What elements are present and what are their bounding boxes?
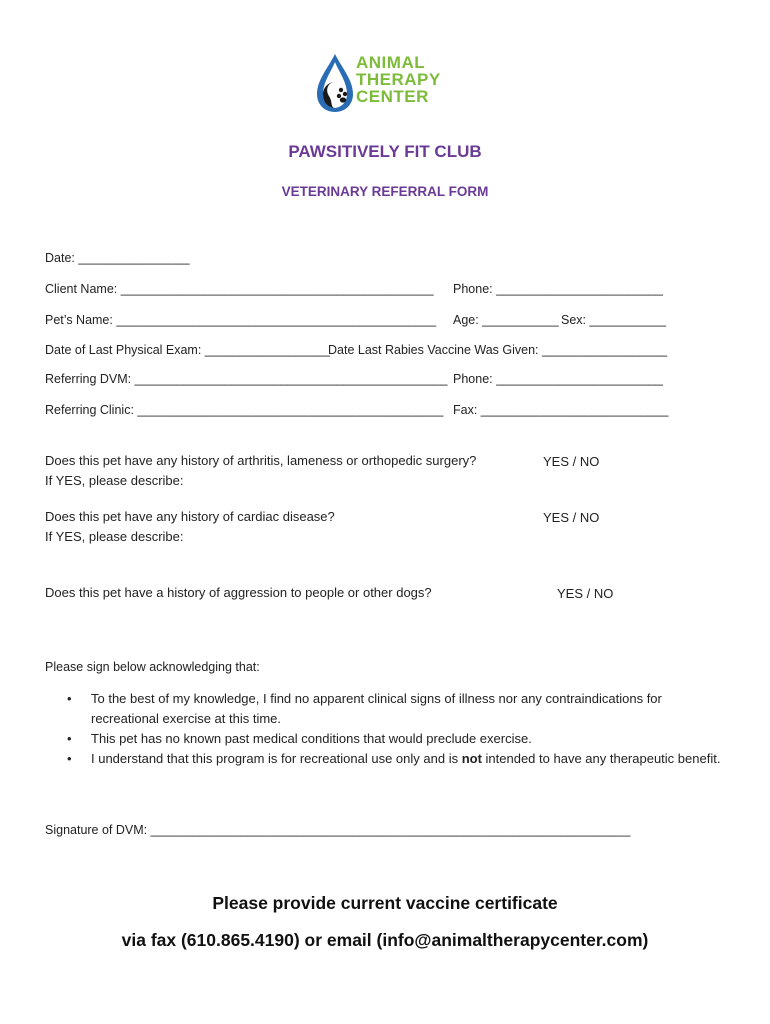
question-arthritis: Does this pet have any history of arthritis, lameness or orthopedic surgery? — [45, 453, 477, 468]
fax-field[interactable]: Fax: ___________________________ — [453, 403, 669, 417]
sex-field[interactable]: Sex: ___________ — [561, 313, 666, 327]
dvm-phone-field[interactable]: Phone: ________________________ — [453, 372, 663, 386]
form-title: PAWSITIVELY FIT CLUB — [288, 142, 482, 161]
list-item: • This pet has no known past medical conditions that would preclude exercise. — [62, 729, 732, 749]
aggression-yes-no[interactable]: YES / NO — [557, 586, 614, 601]
question-cardiac-describe: If YES, please describe: — [45, 529, 184, 544]
list-item: • To the best of my knowledge, I find no apparent clinical signs of illness nor any contraindications for recreational exercise at this time. — [62, 689, 732, 729]
logo-line-center: CENTER — [356, 87, 429, 106]
date-field[interactable]: Date: ________________ — [45, 251, 190, 265]
physical-exam-date-field[interactable]: Date of Last Physical Exam: __________________ — [45, 343, 330, 357]
referring-clinic-field[interactable]: Referring Clinic: ____________________________________________ — [45, 403, 444, 417]
referring-dvm-field[interactable]: Referring DVM: _____________________________________________ — [45, 372, 448, 386]
contact-fax-email: via fax (610.865.4190) or email (info@animaltherapycenter.com) — [121, 930, 649, 950]
pet-name-field[interactable]: Pet’s Name: ______________________________________________ — [45, 313, 437, 327]
acknowledge-intro: Please sign below acknowledging that: — [45, 660, 260, 674]
logo-line-animal: ANIMAL — [356, 53, 426, 72]
age-field[interactable]: Age: ___________ — [453, 313, 559, 327]
acknowledge-list — [62, 689, 732, 769]
question-cardiac: Does this pet have any history of cardiac disease? — [45, 509, 335, 524]
question-arthritis-describe: If YES, please describe: — [45, 473, 184, 488]
question-aggression: Does this pet have a history of aggression to people or other dogs? — [45, 585, 432, 600]
cardiac-yes-no[interactable]: YES / NO — [543, 510, 600, 525]
list-item: • I understand that this program is for recreational use only and is not intended to have any therapeutic benefit. — [62, 749, 732, 769]
client-name-field[interactable]: Client Name: _____________________________________________ — [45, 282, 434, 296]
arthritis-yes-no[interactable]: YES / NO — [543, 454, 600, 469]
client-phone-field[interactable]: Phone: ________________________ — [453, 282, 663, 296]
logo-line-therapy: THERAPY — [356, 70, 441, 89]
dvm-signature-field[interactable]: Signature of DVM: _____________________________________________________________________ — [45, 823, 631, 837]
water-drop-paw-icon — [314, 52, 356, 114]
form-subtitle: VETERINARY REFERRAL FORM — [281, 184, 489, 199]
rabies-vaccine-date-field[interactable]: Date Last Rabies Vaccine Was Given: __________________ — [328, 343, 668, 357]
animal-therapy-center-logo — [314, 52, 464, 118]
vaccine-certificate-notice: Please provide current vaccine certificate — [212, 893, 558, 913]
